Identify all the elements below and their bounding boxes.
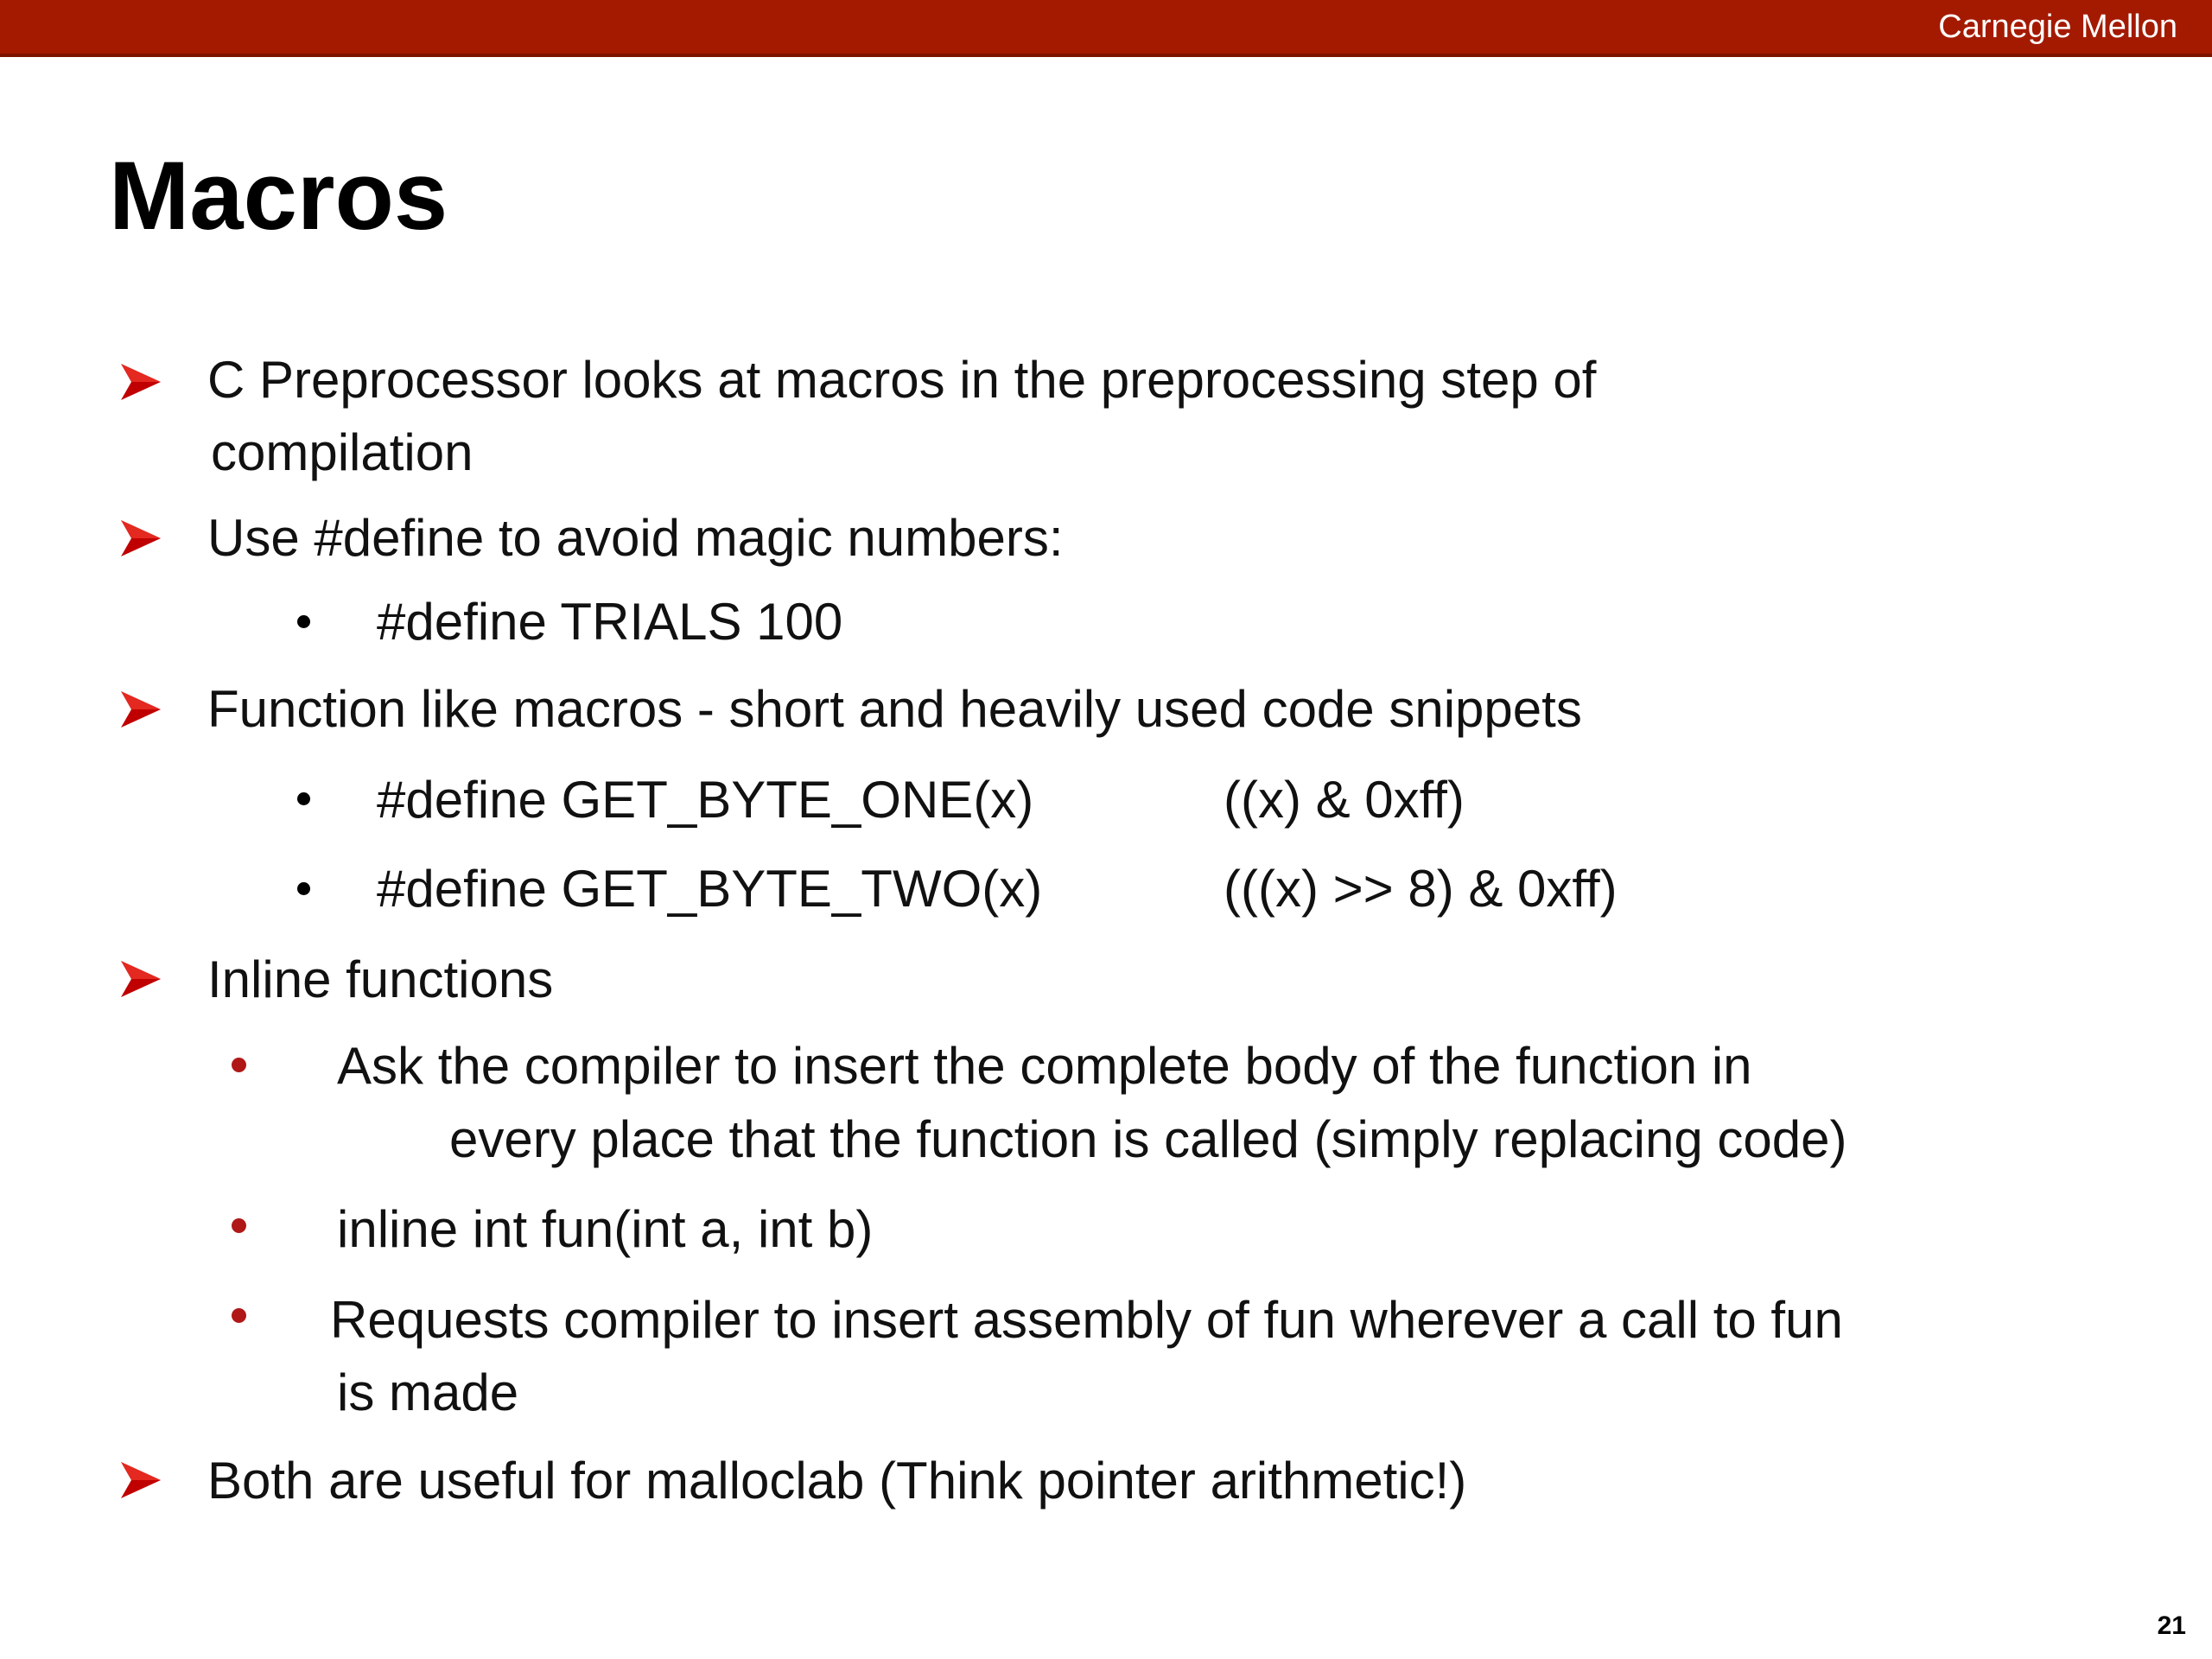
arrow-bullet-icon xyxy=(119,957,162,1001)
org-name: Carnegie Mellon xyxy=(1938,9,2177,45)
bullet-1-line-1: C Preprocessor looks at macros in the preprocessing step of xyxy=(207,351,1597,409)
inline-signature: inline int fun(int a, int b) xyxy=(337,1200,874,1258)
dot-bullet-icon xyxy=(232,1218,246,1233)
macro-one-body: ((x) & 0xff) xyxy=(1224,771,1465,829)
dot-bullet-icon xyxy=(232,1058,246,1072)
arrow-bullet-icon xyxy=(119,517,162,560)
macro-two-body: (((x) >> 8) & 0xff) xyxy=(1224,860,1618,918)
page-number: 21 xyxy=(2157,1611,2186,1640)
bullet-4-line-1: Inline functions xyxy=(207,950,554,1008)
inline-request-line-2: is made xyxy=(337,1363,519,1421)
dot-bullet-icon xyxy=(297,792,310,805)
macro-one-name: #define GET_BYTE_ONE(x) xyxy=(377,771,1034,829)
bullet-3-line-1: Function like macros - short and heavily used code snippets xyxy=(207,680,1582,738)
bullet-1-line-2: compilation xyxy=(211,423,474,481)
arrow-bullet-icon xyxy=(119,1459,162,1502)
arrow-bullet-icon xyxy=(119,360,162,404)
arrow-bullet-icon xyxy=(119,688,162,731)
dot-bullet-icon xyxy=(232,1308,246,1323)
inline-desc-line-2: every place that the function is called (simply replacing code) xyxy=(449,1110,1847,1168)
header-banner xyxy=(0,0,2212,57)
dot-bullet-icon xyxy=(297,615,310,628)
bullet-2-line-1: Use #define to avoid magic numbers: xyxy=(207,509,1064,567)
sub-bullet-trials: #define TRIALS 100 xyxy=(377,593,843,651)
bullet-5-line-1: Both are useful for malloclab (Think pointer arithmetic!) xyxy=(207,1452,1467,1510)
inline-desc-line-1: Ask the compiler to insert the complete body of the function in xyxy=(337,1037,1752,1095)
inline-request-line-1: Requests compiler to insert assembly of fun wherever a call to fun xyxy=(330,1291,1843,1349)
dot-bullet-icon xyxy=(297,882,310,895)
slide-title: Macros xyxy=(109,142,448,250)
macro-two-name: #define GET_BYTE_TWO(x) xyxy=(377,860,1043,918)
